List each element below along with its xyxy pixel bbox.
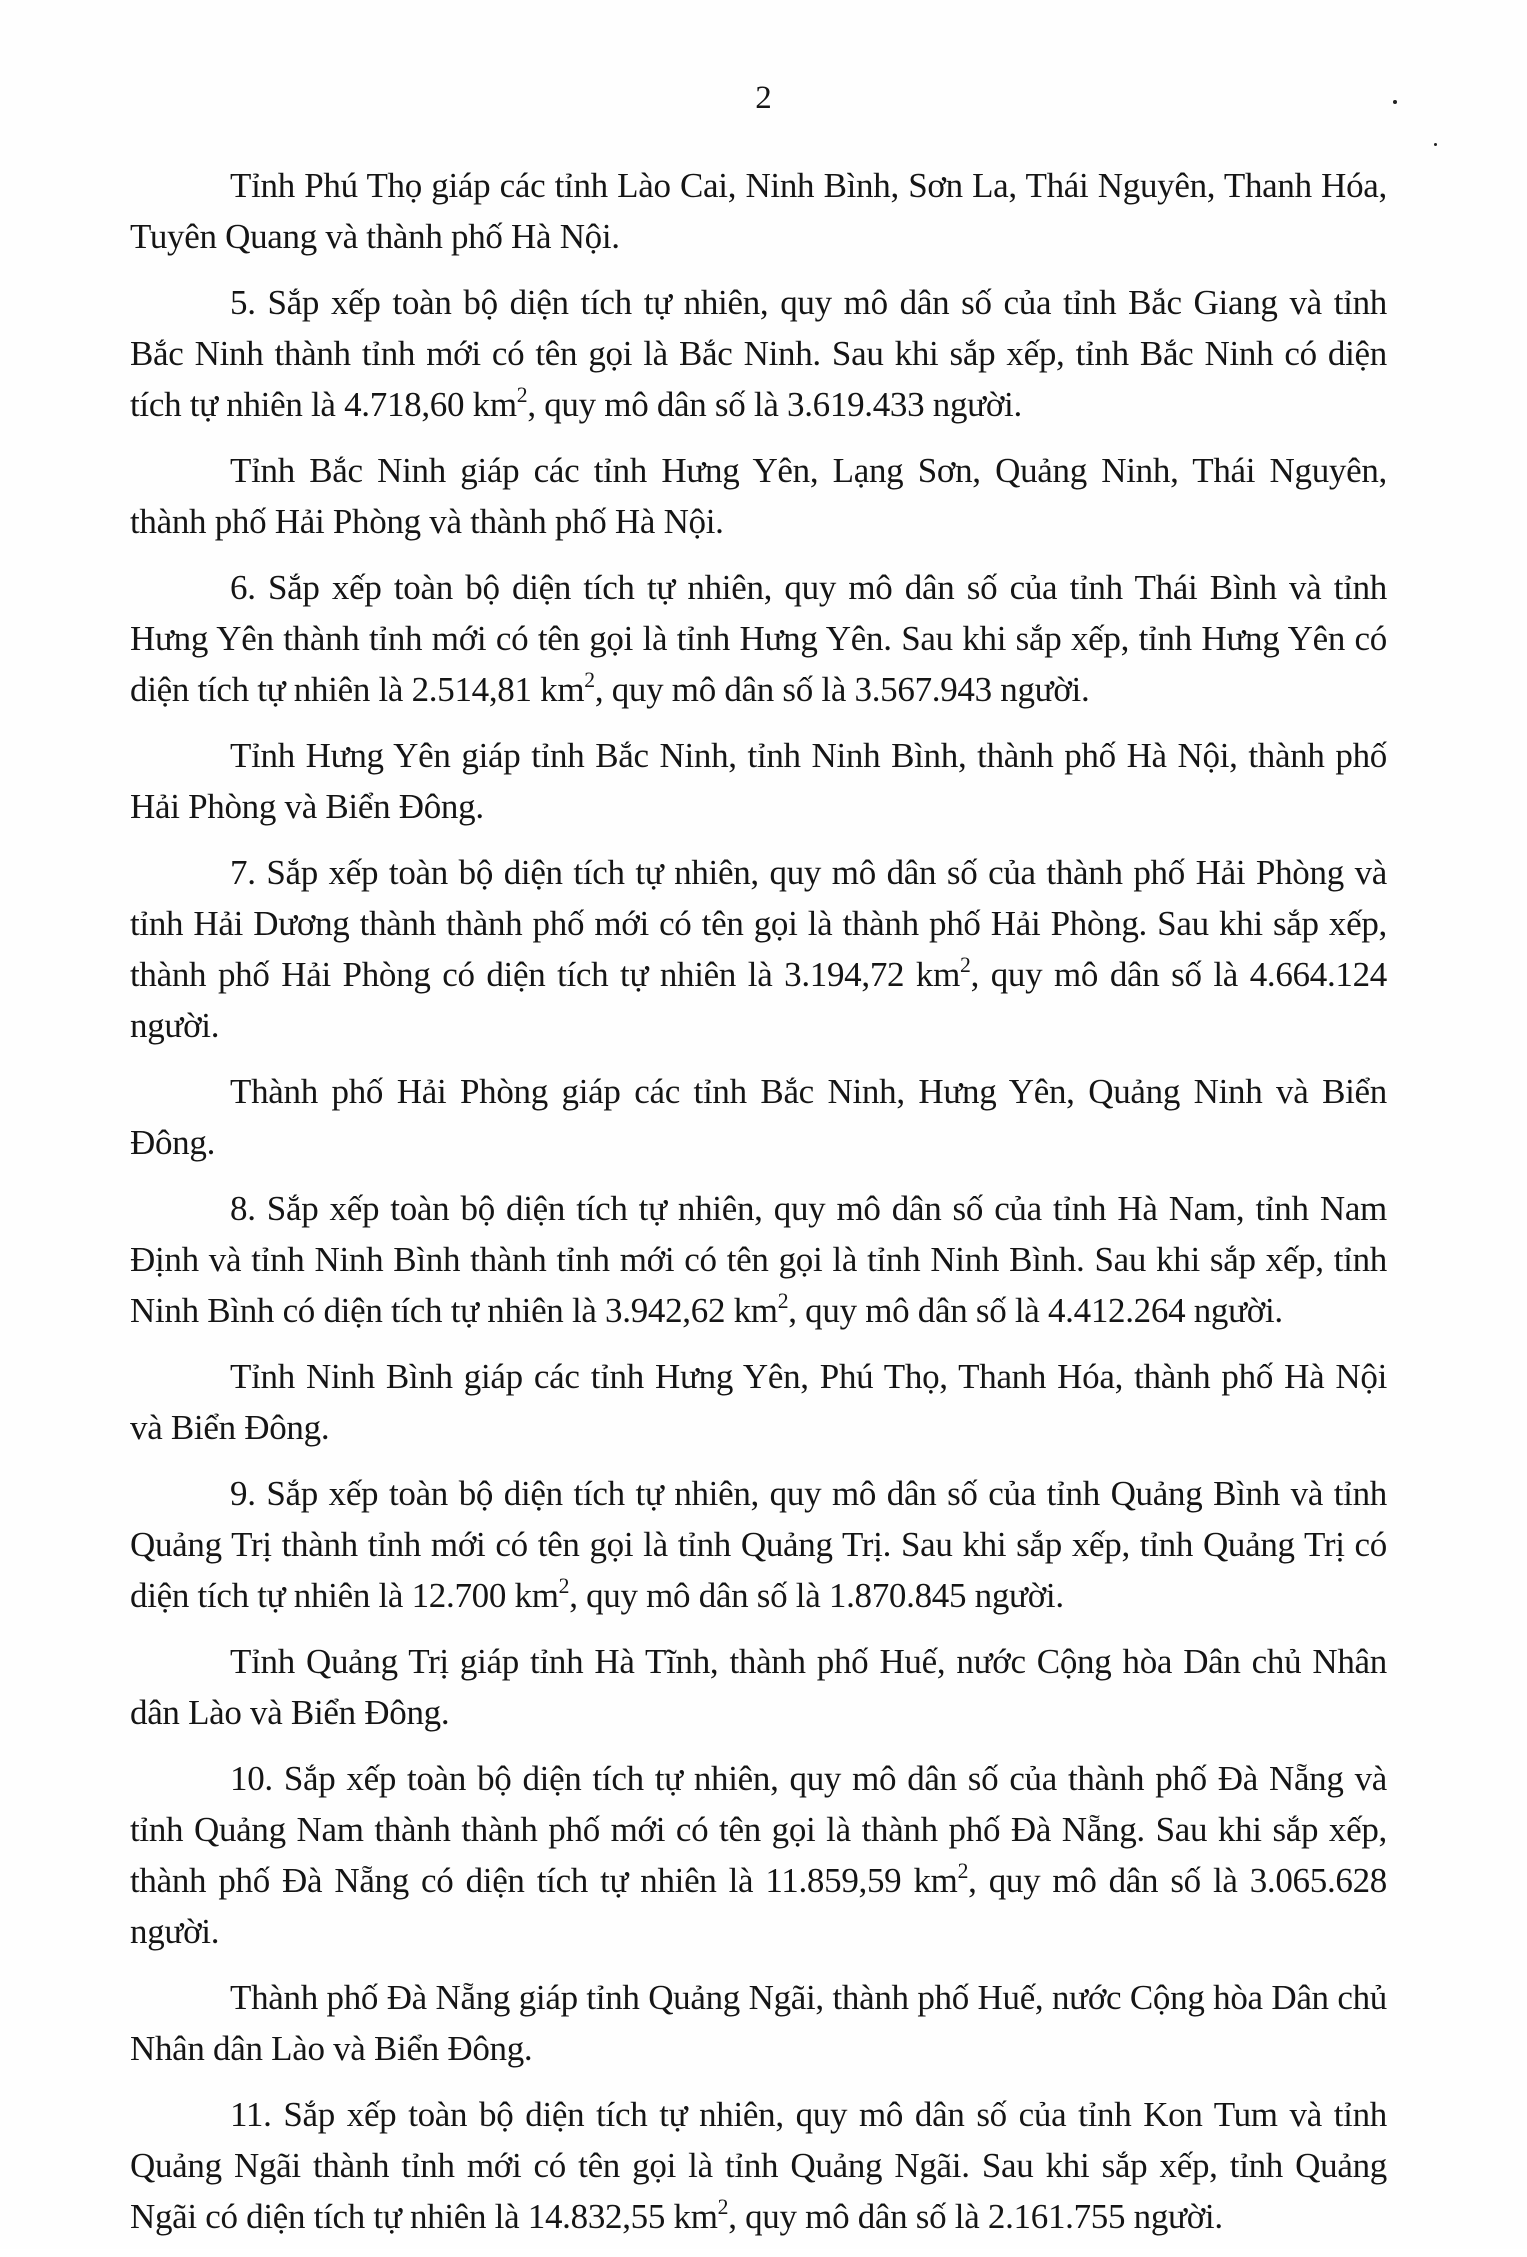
- paragraph-item-9-quang-tri: 9. Sắp xếp toàn bộ diện tích tự nhiên, quy mô dân số của tỉnh Quảng Bình và tỉnh Quảng Trị thành tỉnh mới có tên gọi là tỉnh Quảng Trị. Sau khi sắp xếp, tỉnh Quảng Trị có diện tích tự nhiên là 12.700 $km^2$, quy mô dân số là 1.870.845 người.: [130, 1474, 1387, 1615]
- page-number: 2: [755, 80, 772, 116]
- paragraph-da-nang-borders: Thành phố Đà Nẵng giáp tỉnh Quảng Ngãi, thành phố Huế, nước Cộng hòa Dân chủ Nhân dân Lào và Biển Đông.: [130, 1978, 1387, 2068]
- paragraph-item-11-quang-ngai: 11. Sắp xếp toàn bộ diện tích tự nhiên, quy mô dân số của tỉnh Kon Tum và tỉnh Quảng Ngãi thành tỉnh mới có tên gọi là tỉnh Quảng Ngãi. Sau khi sắp xếp, tỉnh Quảng Ngãi có diện tích tự nhiên là 14.832,55 $km^2$, quy mô dân số là 2.161.755 người.: [130, 2095, 1387, 2236]
- paragraph-item-8-ninh-binh: 8. Sắp xếp toàn bộ diện tích tự nhiên, quy mô dân số của tỉnh Hà Nam, tỉnh Nam Định và tỉnh Ninh Bình thành tỉnh mới có tên gọi là tỉnh Ninh Bình. Sau khi sắp xếp, tỉnh Ninh Bình có diện tích tự nhiên là 3.942,62 $km^2$, quy mô dân số là 4.412.264 người.: [130, 1189, 1387, 1330]
- paragraph-item-6-hung-yen: 6. Sắp xếp toàn bộ diện tích tự nhiên, quy mô dân số của tỉnh Thái Bình và tỉnh Hưng Yên thành tỉnh mới có tên gọi là tỉnh Hưng Yên. Sau khi sắp xếp, tỉnh Hưng Yên có diện tích tự nhiên là 2.514,81 $km^2$, quy mô dân số là 3.567.943 người.: [130, 568, 1387, 709]
- paragraph-ninh-binh-borders: Tỉnh Ninh Bình giáp các tỉnh Hưng Yên, Phú Thọ, Thanh Hóa, thành phố Hà Nội và Biển Đông.: [130, 1357, 1387, 1447]
- paragraph-item-7-hai-phong: 7. Sắp xếp toàn bộ diện tích tự nhiên, quy mô dân số của thành phố Hải Phòng và tỉnh Hải Dương thành thành phố mới có tên gọi là thành phố Hải Phòng. Sau khi sắp xếp, thành phố Hải Phòng có diện tích tự nhiên là 3.194,72 $km^2$, quy mô dân số là 4.664.124 người.: [130, 853, 1387, 1045]
- paragraph-hung-yen-borders: Tỉnh Hưng Yên giáp tỉnh Bắc Ninh, tỉnh Ninh Bình, thành phố Hà Nội, thành phố Hải Phòng và Biển Đông.: [130, 736, 1387, 826]
- paragraph-hai-phong-borders: Thành phố Hải Phòng giáp các tỉnh Bắc Ninh, Hưng Yên, Quảng Ninh và Biển Đông.: [130, 1072, 1387, 1162]
- paragraph-quang-tri-borders: Tỉnh Quảng Trị giáp tỉnh Hà Tĩnh, thành phố Huế, nước Cộng hòa Dân chủ Nhân dân Lào và Biển Đông.: [130, 1642, 1387, 1732]
- document-body: [130, 160, 1387, 2257]
- paragraph-item-10-da-nang: 10. Sắp xếp toàn bộ diện tích tự nhiên, quy mô dân số của thành phố Đà Nẵng và tỉnh Quảng Nam thành thành phố mới có tên gọi là thành phố Đà Nẵng. Sau khi sắp xếp, thành phố Đà Nẵng có diện tích tự nhiên là 11.859,59 $km^2$, quy mô dân số là 3.065.628 người.: [130, 1759, 1387, 1951]
- paragraph-item-5-bac-ninh: 5. Sắp xếp toàn bộ diện tích tự nhiên, quy mô dân số của tỉnh Bắc Giang và tỉnh Bắc Ninh thành tỉnh mới có tên gọi là Bắc Ninh. Sau khi sắp xếp, tỉnh Bắc Ninh có diện tích tự nhiên là 4.718,60 $km^2$, quy mô dân số là 3.619.433 người.: [130, 283, 1387, 424]
- paragraph-phu-tho-borders: Tỉnh Phú Thọ giáp các tỉnh Lào Cai, Ninh Bình, Sơn La, Thái Nguyên, Thanh Hóa, Tuyên Quang và thành phố Hà Nội.: [130, 166, 1387, 256]
- scan-speck: [1434, 143, 1437, 146]
- paragraph-bac-ninh-borders: Tỉnh Bắc Ninh giáp các tỉnh Hưng Yên, Lạng Sơn, Quảng Ninh, Thái Nguyên, thành phố Hải Phòng và thành phố Hà Nội.: [130, 451, 1387, 541]
